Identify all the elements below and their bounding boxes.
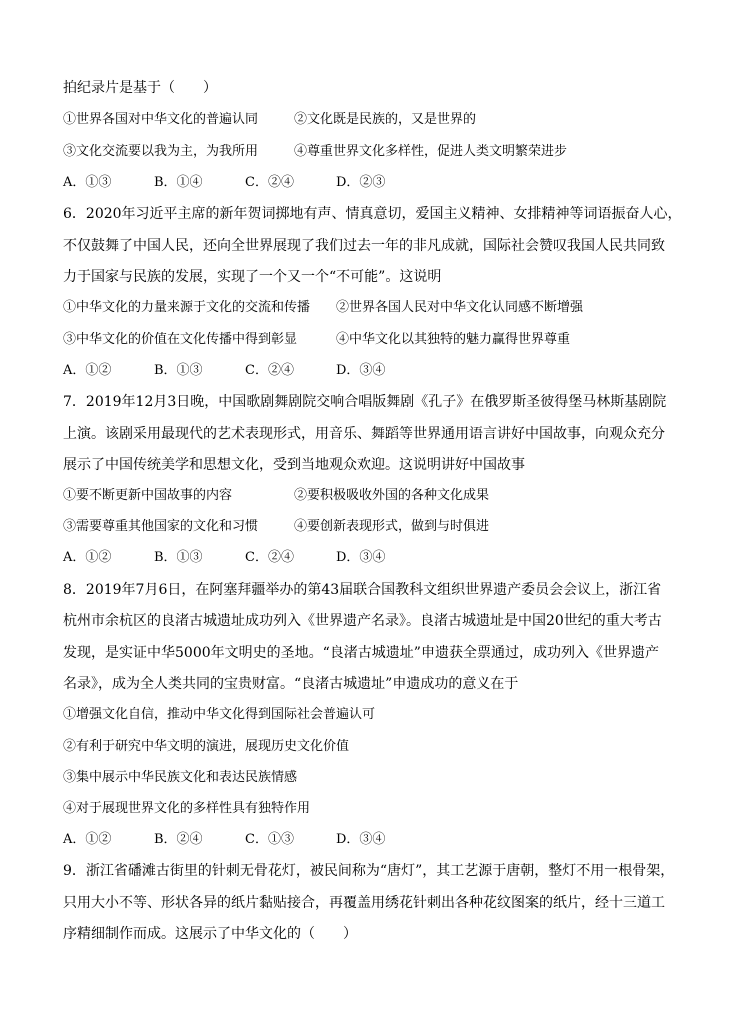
q7-choices xyxy=(63,548,385,568)
q6-option-4: ④中华文化以其独特的魅力赢得世界尊重 xyxy=(336,332,571,347)
choice-d: D．③④ xyxy=(336,363,386,378)
q5-option-4: ④尊重世界文化多样性，促进人类文明繁荣进步 xyxy=(294,144,568,159)
choice-a: A．①② xyxy=(63,832,112,847)
choice-b: B．①④ xyxy=(154,175,203,190)
choice-d: D．③④ xyxy=(336,550,386,565)
q6-option-2: ②世界各国人民对中华文化认同感不断增强 xyxy=(336,300,584,315)
q8-option-4: ④对于展现世界文化的多样性具有独特作用 xyxy=(63,801,311,816)
q8-choices xyxy=(63,830,385,850)
q5-option-1: ①世界各国对中华文化的普遍认同 xyxy=(63,112,259,127)
choice-a: A．①② xyxy=(63,363,112,378)
q5-tail: 拍纪录片是基于（ ） xyxy=(63,80,217,96)
q9-stem-line-1: 9．浙江省磻滩古街里的针刺无骨花灯，被民间称为“唐灯”，其工艺源于唐朝，整灯不用一根骨架， xyxy=(63,863,675,879)
q7-option-1: ①要不断更新中国故事的内容 xyxy=(63,488,233,503)
choice-b: B．①③ xyxy=(154,550,203,565)
choice-b: B．②④ xyxy=(154,832,203,847)
q8-option-2: ②有利于研究中华文明的演进，展现历史文化价值 xyxy=(63,739,350,754)
choice-a: A．①② xyxy=(63,550,112,565)
choice-b: B．①③ xyxy=(154,363,203,378)
q7-option-3: ③需要尊重其他国家的文化和习惯 xyxy=(63,519,259,534)
choice-c: C．②④ xyxy=(245,550,294,565)
q7-option-2: ②要积极吸收外国的各种文化成果 xyxy=(294,488,490,503)
q8-stem-line-3: 发现，是实证中华5000年文明史的圣地。“良渚古城遗址”申遗获全票通过，成功列入《世界遗产 xyxy=(63,645,659,661)
choice-c: C．②④ xyxy=(245,175,294,190)
q6-stem-line-3: 力于国家与民族的发展，实现了一个又一个“不可能”。这说明 xyxy=(63,269,442,285)
q6-stem-line-2: 不仅鼓舞了中国人民，还向全世界展现了我们过去一年的非凡成就，国际社会赞叹我国人民共同致 xyxy=(63,238,665,254)
q7-stem-line-1: 7．2019年12月3日晚，中国歌剧舞剧院交响合唱版舞剧《孔子》在俄罗斯圣彼得堡马林斯基剧院 xyxy=(63,394,667,410)
q8-stem-line-1: 8．2019年7月6日，在阿塞拜疆举办的第43届联合国教科文组织世界遗产委员会会议上，浙江省 xyxy=(63,582,662,598)
q6-option-3: ③中华文化的价值在文化传播中得到彰显 xyxy=(63,332,298,347)
q6-choices xyxy=(63,361,385,381)
q5-choices xyxy=(63,173,385,193)
choice-a: A．①③ xyxy=(63,175,112,190)
q8-stem-line-4: 名录》，成为全人类共同的宝贵财富。“良渚古城遗址”申遗成功的意义在于 xyxy=(63,676,519,692)
q8-option-1: ①增强文化自信，推动中华文化得到国际社会普遍认可 xyxy=(63,707,376,722)
q9-stem-line-2: 只用大小不等、形状各异的纸片黏贴接合，再覆盖用绣花针刺出各种花纹图案的纸片，经十三道工 xyxy=(63,895,665,911)
q8-stem-line-2: 杭州市余杭区的良渚古城遗址成功列入《世界遗产名录》。良渚古城遗址是中国20世纪的重大考古 xyxy=(63,613,662,629)
q7-option-4: ④要创新表现形式，做到与时俱进 xyxy=(294,519,490,534)
q9-stem-line-3: 序精细制作而成。这展示了中华文化的（ ） xyxy=(63,926,357,942)
q5-option-3: ③文化交流要以我为主，为我所用 xyxy=(63,144,259,159)
q8-option-3: ③集中展示中华民族文化和表达民族情感 xyxy=(63,770,298,785)
choice-d: D．③④ xyxy=(336,832,386,847)
choice-d: D．②③ xyxy=(336,175,386,190)
choice-c: C．①③ xyxy=(245,832,294,847)
q6-stem-line-1: 6．2020年习近平主席的新年贺词掷地有声、情真意切，爱国主义精神、女排精神等词语振奋人心， xyxy=(63,206,682,222)
q7-stem-line-2: 上演。该剧采用最现代的艺术表现形式，用音乐、舞蹈等世界通用语言讲好中国故事，向观众充分 xyxy=(63,426,665,442)
q6-option-1: ①中华文化的力量来源于文化的交流和传播 xyxy=(63,300,311,315)
choice-c: C．②④ xyxy=(245,363,294,378)
q7-stem-line-3: 展示了中国传统美学和思想文化，受到当地观众欢迎。这说明讲好中国故事 xyxy=(63,457,525,473)
q5-option-2: ②文化既是民族的，又是世界的 xyxy=(294,112,477,127)
